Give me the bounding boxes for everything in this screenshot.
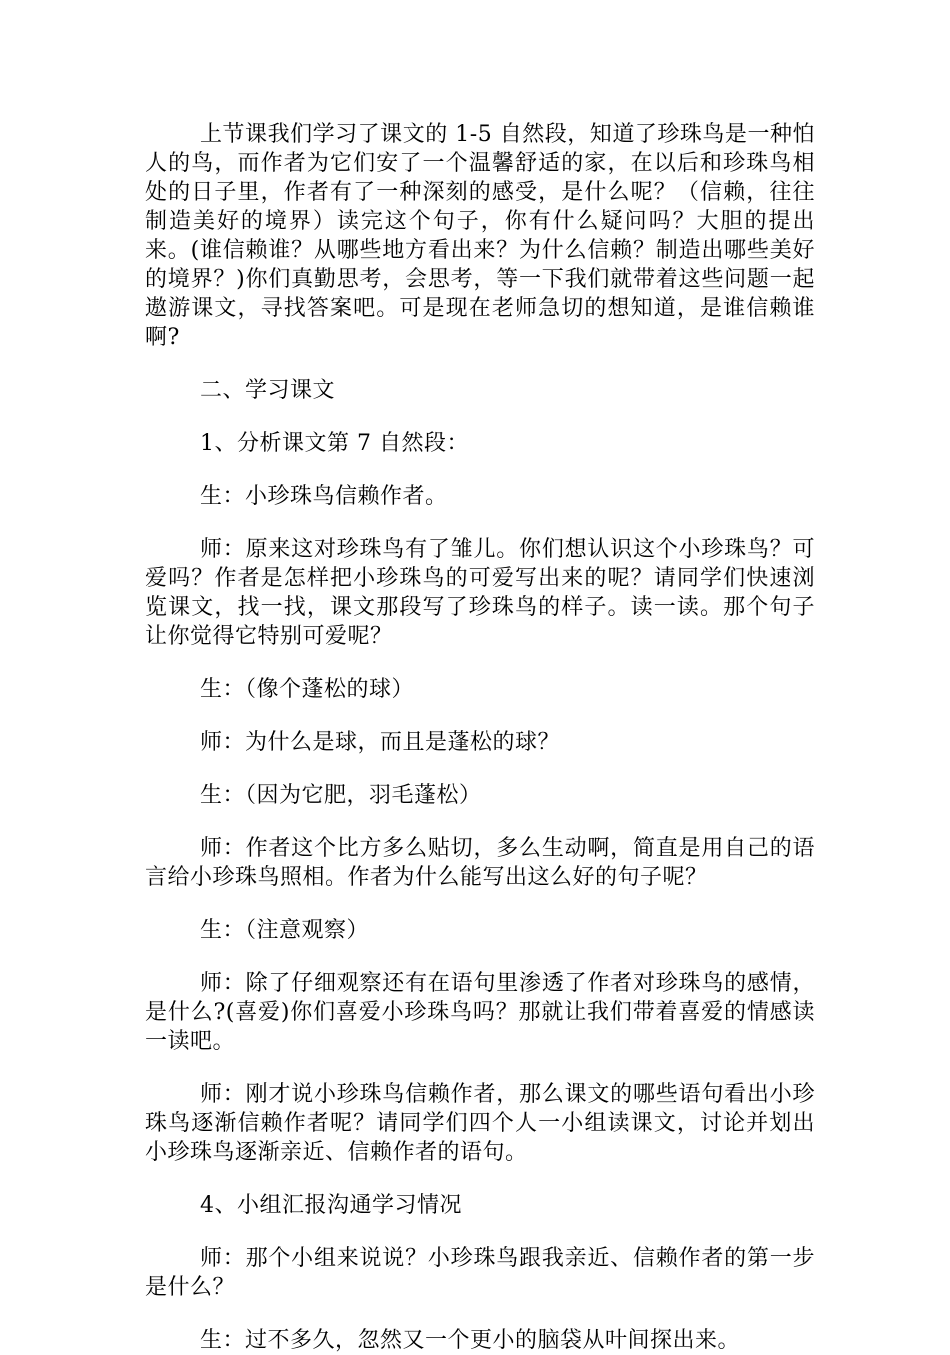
teacher-line: 师：为什么是球，而且是蓬松的球？ xyxy=(200,730,561,755)
teacher-line: 师：作者这个比方多么贴切，多么生动啊，简直是用自己的语言给小珍珠鸟照相。作者为什么能写出这么好的句子呢？ xyxy=(145,836,815,890)
teacher-line: 师：刚才说小珍珠鸟信赖作者，那么课文的哪些语句看出小珍珠鸟逐渐信赖作者呢？请同学们四个人一小组读课文，讨论并划出小珍珠鸟逐渐亲近、信赖作者的语句。 xyxy=(145,1082,815,1165)
teacher-line: 师：那个小组来说说？小珍珠鸟跟我亲近、信赖作者的第一步是什么？ xyxy=(145,1246,815,1300)
student-line: 生：小珍珠鸟信赖作者。 xyxy=(200,484,448,509)
subsection-heading: 1、分析课文第 7 自然段： xyxy=(200,431,469,456)
student-line: 生：（注意观察） xyxy=(200,918,370,943)
student-line: 生：过不多久，忽然又一个更小的脑袋从叶间探出来。 xyxy=(200,1328,741,1353)
teacher-line: 师：除了仔细观察还有在语句里渗透了作者对珍珠鸟的感情，是什么?(喜爱)你们喜爱小珍珠鸟吗？那就让我们带着喜爱的情感读一读吧。 xyxy=(145,971,815,1054)
subsection-heading: 4、小组汇报沟通学习情况 xyxy=(200,1193,462,1218)
teacher-line: 师：原来这对珍珠鸟有了雏儿。你们想认识这个小珍珠鸟？可爱吗？作者是怎样把小珍珠鸟的可爱写出来的呢？请同学们快速浏览课文，找一找，课文那段写了珍珠鸟的样子。读一读。那个句子让你觉得它特别可爱呢？ xyxy=(145,537,815,649)
student-line: 生：（因为它肥，羽毛蓬松） xyxy=(200,783,482,808)
section-heading: 二、学习课文 xyxy=(200,378,336,403)
student-line: 生：（像个蓬松的球） xyxy=(200,677,415,702)
document-page xyxy=(145,120,815,1355)
paragraph-intro: 上节课我们学习了课文的 1-5 自然段，知道了珍珠鸟是一种怕人的鸟，而作者为它们安了一个温馨舒适的家，在以后和珍珠鸟相处的日子里，作者有了一种深刻的感受，是什么呢？（信赖，往往制造美好的境界）读完这个句子，你有什么疑问吗？大胆的提出来。(谁信赖谁？从哪些地方看出来？为什么信赖？制造出哪些美好的境界？)你们真勤思考，会思考，等一下我们就带着这些问题一起遨游课文，寻找答案吧。可是现在老师急切的想知道，是谁信赖谁啊? xyxy=(145,122,815,350)
